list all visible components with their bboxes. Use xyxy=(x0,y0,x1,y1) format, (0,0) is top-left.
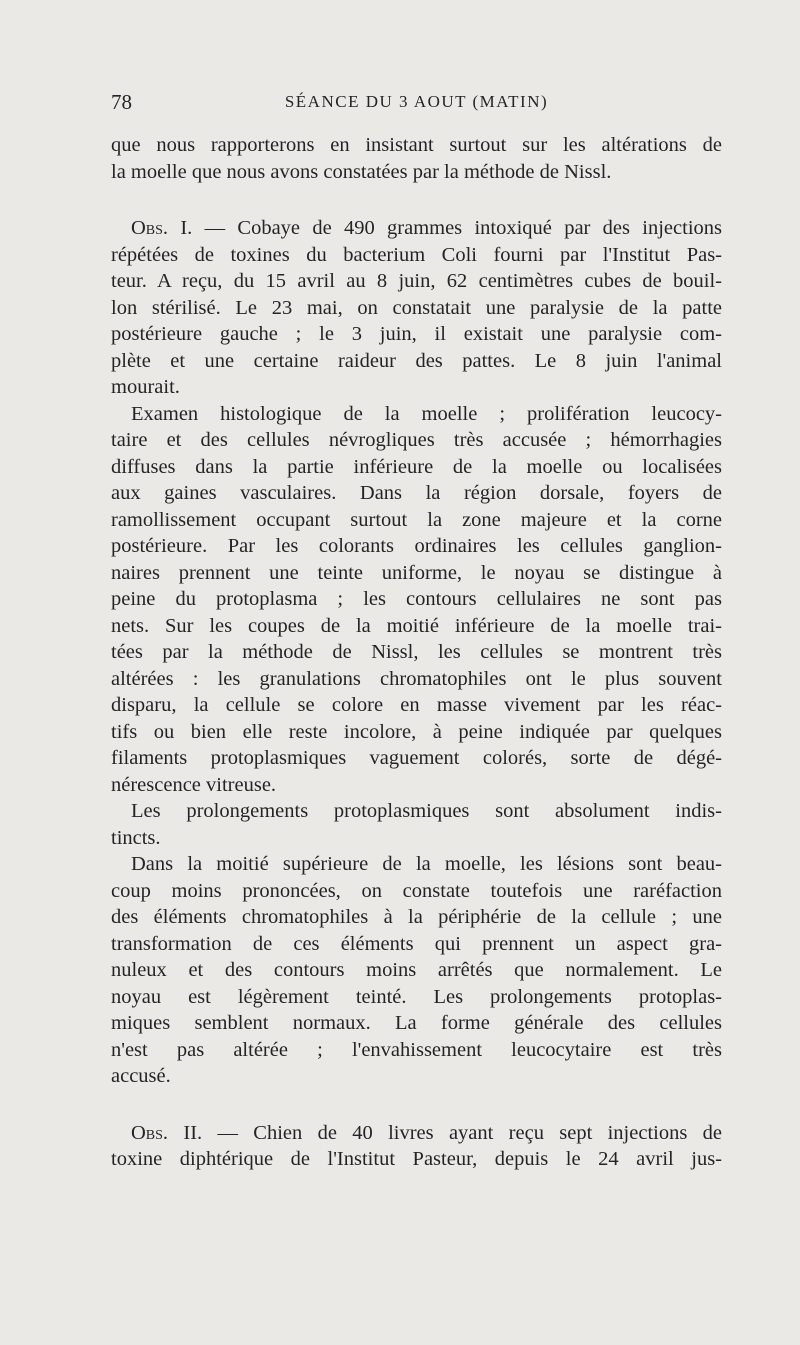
moitie-line: n'est pas altérée ; l'envahissement leucocytaire est très xyxy=(111,1038,722,1061)
obs2-line: toxine diphtérique de l'Institut Pasteur, depuis le 24 avril jus- xyxy=(111,1148,722,1170)
examen-line: tifs ou bien elle reste incolore, à peine indiquée par quelques xyxy=(111,720,722,743)
moitie-line: nuleux et des contours moins arrêtés que normalement. Le xyxy=(111,959,722,981)
moitie-line: transformation de ces éléments qui prennent un aspect gra- xyxy=(111,932,722,955)
examen-line: altérées : les granulations chromatophiles ont le plus souvent xyxy=(111,667,722,690)
obs1-line: répétées de toxines du bacterium Coli fourni par l'Institut Pas- xyxy=(111,243,722,266)
examen-line: disparu, la cellule se colore en masse vivement par les réac- xyxy=(111,694,722,716)
paragraph-gap xyxy=(111,1090,722,1120)
examen-line: filaments protoplasmiques vaguement colorés, sorte de dégé- xyxy=(111,747,722,769)
obs1-line: plète et une certaine raideur des pattes. Le 8 juin l'animal xyxy=(111,349,722,372)
moitie-line: accusé. xyxy=(111,1065,171,1087)
moitie-line: des éléments chromatophiles à la périphérie de la cellule ; une xyxy=(111,906,722,928)
obs1-label: Obs. xyxy=(131,217,169,239)
obs1-line: lon stérilisé. Le 23 mai, on constatait une paralysie de la patte xyxy=(111,296,722,319)
obs1-heading-line xyxy=(111,215,722,242)
paragraph-gap xyxy=(111,185,722,215)
obs1-line: teur. A reçu, du 15 avril au 8 juin, 62 centimètres cubes de bouil- xyxy=(111,270,722,292)
prolongements-line: tincts. xyxy=(111,826,161,849)
obs1-first-line: I. — Cobaye de 490 grammes intoxiqué par des injections xyxy=(168,217,722,239)
examen-line: naires prennent une teinte uniforme, le noyau se distingue à xyxy=(111,561,722,584)
obs1-line: mourait. xyxy=(111,376,180,398)
intro-line: que nous rapporterons en insistant surtout sur les altérations de xyxy=(111,134,722,156)
examen-line: Examen histologique de la moelle ; prolifération leucocy- xyxy=(131,402,722,425)
examen-line: nets. Sur les coupes de la moitié inférieure de la moelle trai- xyxy=(111,614,722,637)
moitie-line: coup moins prononcées, on constate toutefois une raréfaction xyxy=(111,879,722,902)
body-text xyxy=(111,132,722,1173)
obs1-line: postérieure gauche ; le 3 juin, il existait une paralysie com- xyxy=(111,323,722,345)
running-head: SÉANCE DU 3 AOUT (MATIN) xyxy=(284,92,549,111)
examen-line: ramollissement occupant surtout la zone majeure et la corne xyxy=(111,508,722,531)
examen-line: aux gaines vasculaires. Dans la région dorsale, foyers de xyxy=(111,482,722,504)
obs2-first-line: II. — Chien de 40 livres ayant reçu sept injections de xyxy=(168,1121,722,1144)
examen-line: taire et des cellules névrogliques très accusée ; hémorrhagies xyxy=(111,429,722,451)
moitie-line: miques semblent normaux. La forme générale des cellules xyxy=(111,1012,722,1034)
examen-line: peine du protoplasma ; les contours cellulaires ne sont pas xyxy=(111,588,722,610)
obs2-label: Obs. xyxy=(131,1121,169,1144)
page-header xyxy=(111,90,722,120)
page-number: 78 xyxy=(111,90,132,114)
obs2-heading-line xyxy=(111,1120,722,1147)
moitie-line: Dans la moitié supérieure de la moelle, les lésions sont beau- xyxy=(131,853,722,875)
moitie-line: noyau est légèrement teinté. Les prolongements protoplas- xyxy=(111,985,722,1008)
examen-line: diffuses dans la partie inférieure de la moelle ou localisées xyxy=(111,455,722,478)
examen-line: tées par la méthode de Nissl, les cellules se montrent très xyxy=(111,641,722,663)
examen-line: postérieure. Par les colorants ordinaires les cellules ganglion- xyxy=(111,535,722,557)
prolongements-line: Les prolongements protoplasmiques sont absolument indis- xyxy=(131,800,722,822)
examen-line: nérescence vitreuse. xyxy=(111,773,277,796)
intro-line: la moelle que nous avons constatées par la méthode de Nissl. xyxy=(111,160,612,183)
